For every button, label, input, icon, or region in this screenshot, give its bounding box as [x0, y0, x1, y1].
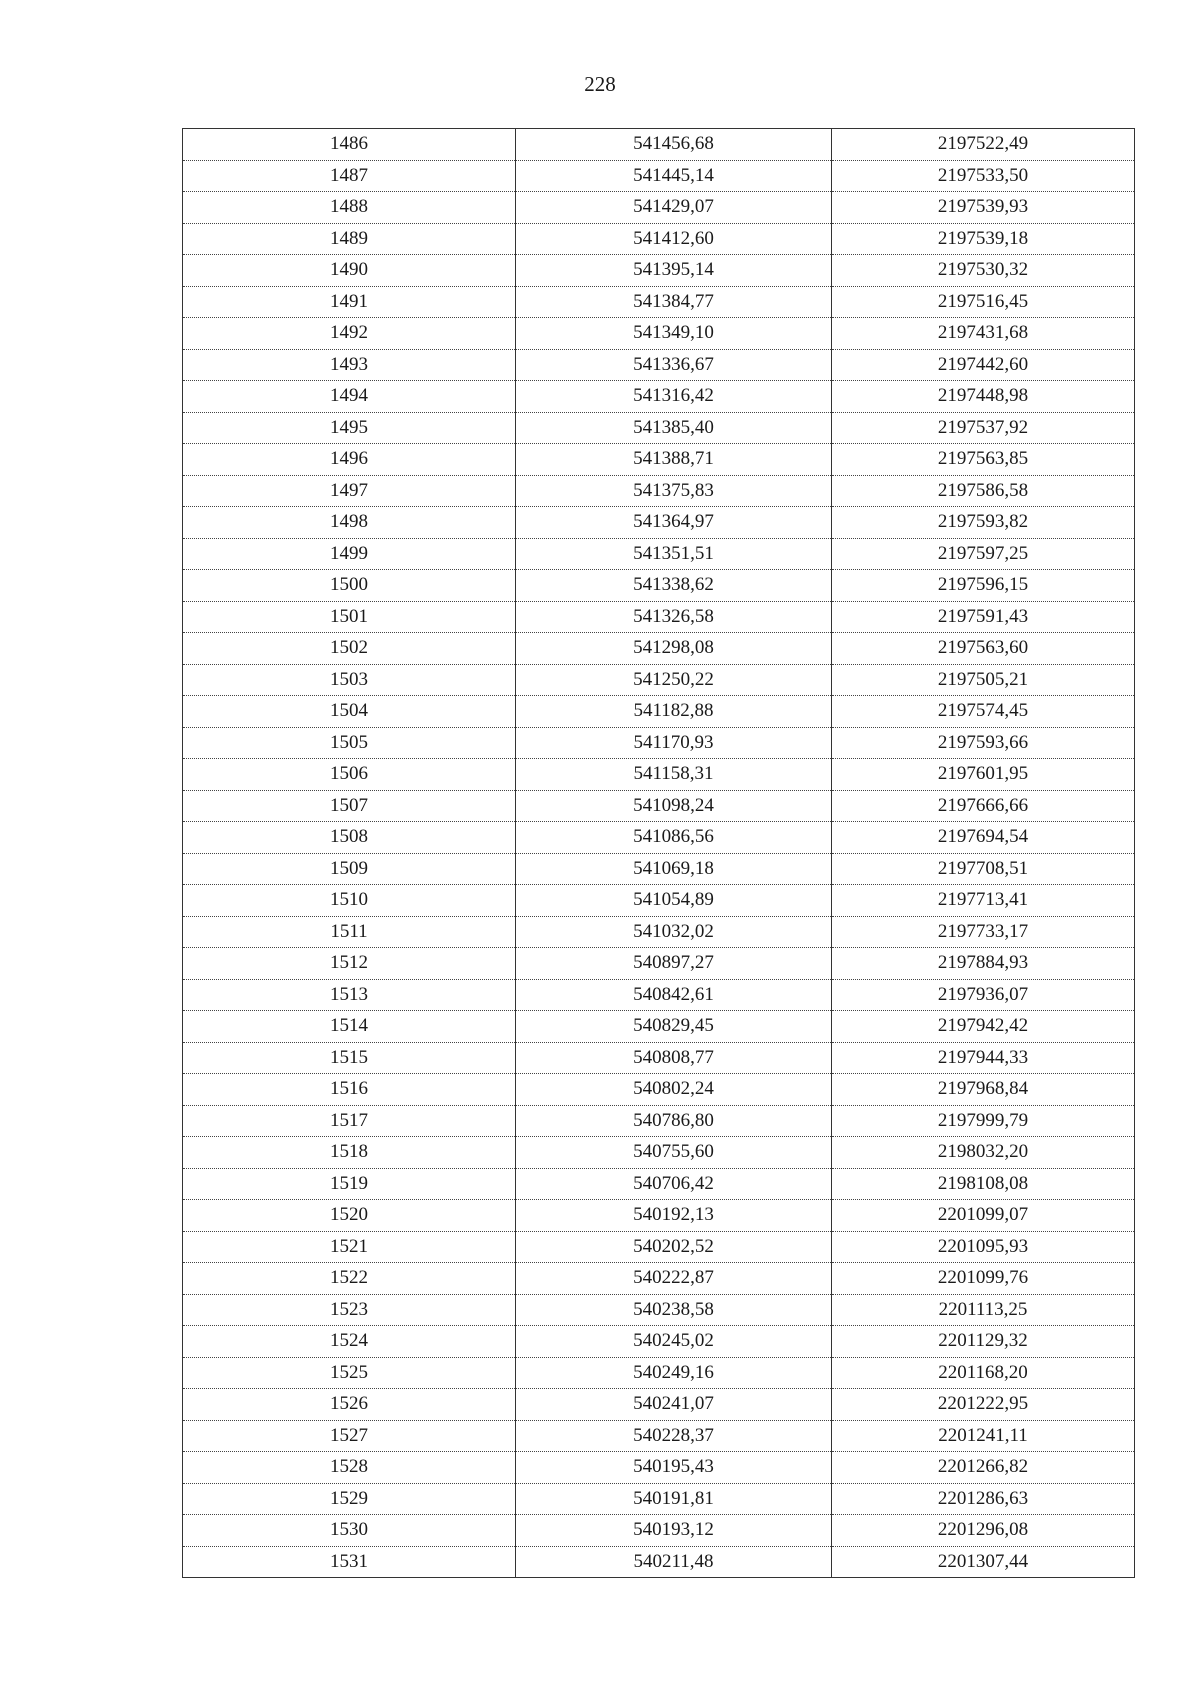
x-coordinate-cell: 541250,22: [516, 664, 832, 696]
table-row: [183, 475, 1135, 507]
y-coordinate-cell: 2197563,85: [832, 444, 1135, 476]
x-coordinate-cell: 541429,07: [516, 192, 832, 224]
point-number-cell: 1496: [183, 444, 516, 476]
y-coordinate-cell: 2197999,79: [832, 1105, 1135, 1137]
page-number: 228: [584, 72, 616, 96]
x-coordinate-cell: 541456,68: [516, 129, 832, 161]
y-coordinate-cell: 2197563,60: [832, 633, 1135, 665]
y-coordinate-cell: 2198032,20: [832, 1137, 1135, 1169]
table-row: [183, 916, 1135, 948]
point-number-cell: 1513: [183, 979, 516, 1011]
point-number-cell: 1489: [183, 223, 516, 255]
point-number-cell: 1507: [183, 790, 516, 822]
x-coordinate-cell: 541385,40: [516, 412, 832, 444]
x-coordinate-cell: 540249,16: [516, 1357, 832, 1389]
y-coordinate-cell: 2197968,84: [832, 1074, 1135, 1106]
x-coordinate-cell: 540192,13: [516, 1200, 832, 1232]
y-coordinate-cell: 2201095,93: [832, 1231, 1135, 1263]
table-row: [183, 1042, 1135, 1074]
point-number-cell: 1511: [183, 916, 516, 948]
y-coordinate-cell: 2197533,50: [832, 160, 1135, 192]
x-coordinate-cell: 541086,56: [516, 822, 832, 854]
x-coordinate-cell: 541388,71: [516, 444, 832, 476]
table-row: [183, 286, 1135, 318]
x-coordinate-cell: 540706,42: [516, 1168, 832, 1200]
y-coordinate-cell: 2197596,15: [832, 570, 1135, 602]
x-coordinate-cell: 540222,87: [516, 1263, 832, 1295]
y-coordinate-cell: 2197539,93: [832, 192, 1135, 224]
y-coordinate-cell: 2197591,43: [832, 601, 1135, 633]
point-number-cell: 1500: [183, 570, 516, 602]
point-number-cell: 1516: [183, 1074, 516, 1106]
point-number-cell: 1515: [183, 1042, 516, 1074]
coordinates-table: [182, 128, 1135, 1578]
x-coordinate-cell: 541158,31: [516, 759, 832, 791]
point-number-cell: 1512: [183, 948, 516, 980]
y-coordinate-cell: 2197936,07: [832, 979, 1135, 1011]
x-coordinate-cell: 541445,14: [516, 160, 832, 192]
y-coordinate-cell: 2201168,20: [832, 1357, 1135, 1389]
x-coordinate-cell: 541316,42: [516, 381, 832, 413]
x-coordinate-cell: 541349,10: [516, 318, 832, 350]
point-number-cell: 1488: [183, 192, 516, 224]
point-number-cell: 1486: [183, 129, 516, 161]
x-coordinate-cell: 541170,93: [516, 727, 832, 759]
x-coordinate-cell: 540191,81: [516, 1483, 832, 1515]
y-coordinate-cell: 2197666,66: [832, 790, 1135, 822]
point-number-cell: 1519: [183, 1168, 516, 1200]
x-coordinate-cell: 540195,43: [516, 1452, 832, 1484]
table-row: [183, 1326, 1135, 1358]
point-number-cell: 1505: [183, 727, 516, 759]
table-row: [183, 129, 1135, 161]
point-number-cell: 1527: [183, 1420, 516, 1452]
x-coordinate-cell: 541338,62: [516, 570, 832, 602]
point-number-cell: 1518: [183, 1137, 516, 1169]
table-row: [183, 444, 1135, 476]
y-coordinate-cell: 2197944,33: [832, 1042, 1135, 1074]
point-number-cell: 1501: [183, 601, 516, 633]
y-coordinate-cell: 2197601,95: [832, 759, 1135, 791]
table-row: [183, 853, 1135, 885]
table-row: [183, 1420, 1135, 1452]
table-row: [183, 1137, 1135, 1169]
table-row: [183, 633, 1135, 665]
table-row: [183, 1231, 1135, 1263]
table-row: [183, 223, 1135, 255]
point-number-cell: 1522: [183, 1263, 516, 1295]
point-number-cell: 1493: [183, 349, 516, 381]
y-coordinate-cell: 2201296,08: [832, 1515, 1135, 1547]
y-coordinate-cell: 2201099,07: [832, 1200, 1135, 1232]
x-coordinate-cell: 541412,60: [516, 223, 832, 255]
x-coordinate-cell: 540802,24: [516, 1074, 832, 1106]
point-number-cell: 1497: [183, 475, 516, 507]
y-coordinate-cell: 2197448,98: [832, 381, 1135, 413]
x-coordinate-cell: 541351,51: [516, 538, 832, 570]
table-row: [183, 1263, 1135, 1295]
point-number-cell: 1504: [183, 696, 516, 728]
table-row: [183, 1452, 1135, 1484]
y-coordinate-cell: 2197593,66: [832, 727, 1135, 759]
table-row: [183, 979, 1135, 1011]
point-number-cell: 1510: [183, 885, 516, 917]
point-number-cell: 1528: [183, 1452, 516, 1484]
x-coordinate-cell: 541069,18: [516, 853, 832, 885]
y-coordinate-cell: 2201286,63: [832, 1483, 1135, 1515]
y-coordinate-cell: 2197516,45: [832, 286, 1135, 318]
table-row: [183, 696, 1135, 728]
point-number-cell: 1495: [183, 412, 516, 444]
y-coordinate-cell: 2201241,11: [832, 1420, 1135, 1452]
point-number-cell: 1531: [183, 1546, 516, 1578]
x-coordinate-cell: 541298,08: [516, 633, 832, 665]
table-row: [183, 255, 1135, 287]
point-number-cell: 1487: [183, 160, 516, 192]
y-coordinate-cell: 2197713,41: [832, 885, 1135, 917]
x-coordinate-cell: 541182,88: [516, 696, 832, 728]
x-coordinate-cell: 540842,61: [516, 979, 832, 1011]
y-coordinate-cell: 2197708,51: [832, 853, 1135, 885]
y-coordinate-cell: 2201099,76: [832, 1263, 1135, 1295]
y-coordinate-cell: 2201307,44: [832, 1546, 1135, 1578]
table-row: [183, 727, 1135, 759]
point-number-cell: 1520: [183, 1200, 516, 1232]
x-coordinate-cell: 541395,14: [516, 255, 832, 287]
x-coordinate-cell: 540193,12: [516, 1515, 832, 1547]
table-row: [183, 885, 1135, 917]
table-row: [183, 601, 1135, 633]
y-coordinate-cell: 2197694,54: [832, 822, 1135, 854]
point-number-cell: 1523: [183, 1294, 516, 1326]
x-coordinate-cell: 540211,48: [516, 1546, 832, 1578]
table-row: [183, 1483, 1135, 1515]
x-coordinate-cell: 541054,89: [516, 885, 832, 917]
y-coordinate-cell: 2197530,32: [832, 255, 1135, 287]
y-coordinate-cell: 2201129,32: [832, 1326, 1135, 1358]
x-coordinate-cell: 540241,07: [516, 1389, 832, 1421]
table-row: [183, 1074, 1135, 1106]
table-row: [183, 1168, 1135, 1200]
y-coordinate-cell: 2197431,68: [832, 318, 1135, 350]
table-row: [183, 948, 1135, 980]
y-coordinate-cell: 2197537,92: [832, 412, 1135, 444]
table-row: [183, 1389, 1135, 1421]
x-coordinate-cell: 540829,45: [516, 1011, 832, 1043]
y-coordinate-cell: 2201113,25: [832, 1294, 1135, 1326]
table-row: [183, 822, 1135, 854]
table-row: [183, 381, 1135, 413]
y-coordinate-cell: 2197942,42: [832, 1011, 1135, 1043]
y-coordinate-cell: 2197522,49: [832, 129, 1135, 161]
x-coordinate-cell: 540238,58: [516, 1294, 832, 1326]
table-row: [183, 318, 1135, 350]
point-number-cell: 1492: [183, 318, 516, 350]
table-row: [183, 1357, 1135, 1389]
point-number-cell: 1525: [183, 1357, 516, 1389]
table-row: [183, 507, 1135, 539]
y-coordinate-cell: 2197574,45: [832, 696, 1135, 728]
y-coordinate-cell: 2201266,82: [832, 1452, 1135, 1484]
x-coordinate-cell: 540786,80: [516, 1105, 832, 1137]
table-row: [183, 349, 1135, 381]
table-row: [183, 412, 1135, 444]
table-row: [183, 790, 1135, 822]
point-number-cell: 1494: [183, 381, 516, 413]
x-coordinate-cell: 541098,24: [516, 790, 832, 822]
x-coordinate-cell: 540755,60: [516, 1137, 832, 1169]
x-coordinate-cell: 541326,58: [516, 601, 832, 633]
point-number-cell: 1514: [183, 1011, 516, 1043]
table-row: [183, 538, 1135, 570]
point-number-cell: 1509: [183, 853, 516, 885]
table-row: [183, 160, 1135, 192]
table-row: [183, 192, 1135, 224]
point-number-cell: 1490: [183, 255, 516, 287]
x-coordinate-cell: 541364,97: [516, 507, 832, 539]
x-coordinate-cell: 540897,27: [516, 948, 832, 980]
x-coordinate-cell: 540808,77: [516, 1042, 832, 1074]
y-coordinate-cell: 2197586,58: [832, 475, 1135, 507]
x-coordinate-cell: 541032,02: [516, 916, 832, 948]
table-row: [183, 1546, 1135, 1578]
y-coordinate-cell: 2197539,18: [832, 223, 1135, 255]
table-row: [183, 1011, 1135, 1043]
y-coordinate-cell: 2198108,08: [832, 1168, 1135, 1200]
table-row: [183, 759, 1135, 791]
y-coordinate-cell: 2197597,25: [832, 538, 1135, 570]
x-coordinate-cell: 540202,52: [516, 1231, 832, 1263]
point-number-cell: 1517: [183, 1105, 516, 1137]
x-coordinate-cell: 540228,37: [516, 1420, 832, 1452]
y-coordinate-cell: 2197593,82: [832, 507, 1135, 539]
y-coordinate-cell: 2197505,21: [832, 664, 1135, 696]
x-coordinate-cell: 540245,02: [516, 1326, 832, 1358]
y-coordinate-cell: 2197884,93: [832, 948, 1135, 980]
x-coordinate-cell: 541384,77: [516, 286, 832, 318]
coordinates-table-body: [183, 129, 1135, 1578]
point-number-cell: 1499: [183, 538, 516, 570]
table-row: [183, 1200, 1135, 1232]
table-row: [183, 570, 1135, 602]
x-coordinate-cell: 541375,83: [516, 475, 832, 507]
point-number-cell: 1503: [183, 664, 516, 696]
point-number-cell: 1521: [183, 1231, 516, 1263]
y-coordinate-cell: 2197733,17: [832, 916, 1135, 948]
x-coordinate-cell: 541336,67: [516, 349, 832, 381]
point-number-cell: 1491: [183, 286, 516, 318]
table-row: [183, 1105, 1135, 1137]
point-number-cell: 1506: [183, 759, 516, 791]
y-coordinate-cell: 2201222,95: [832, 1389, 1135, 1421]
table-row: [183, 1515, 1135, 1547]
point-number-cell: 1529: [183, 1483, 516, 1515]
point-number-cell: 1524: [183, 1326, 516, 1358]
table-row: [183, 1294, 1135, 1326]
y-coordinate-cell: 2197442,60: [832, 349, 1135, 381]
point-number-cell: 1502: [183, 633, 516, 665]
point-number-cell: 1526: [183, 1389, 516, 1421]
point-number-cell: 1530: [183, 1515, 516, 1547]
point-number-cell: 1508: [183, 822, 516, 854]
table-row: [183, 664, 1135, 696]
point-number-cell: 1498: [183, 507, 516, 539]
